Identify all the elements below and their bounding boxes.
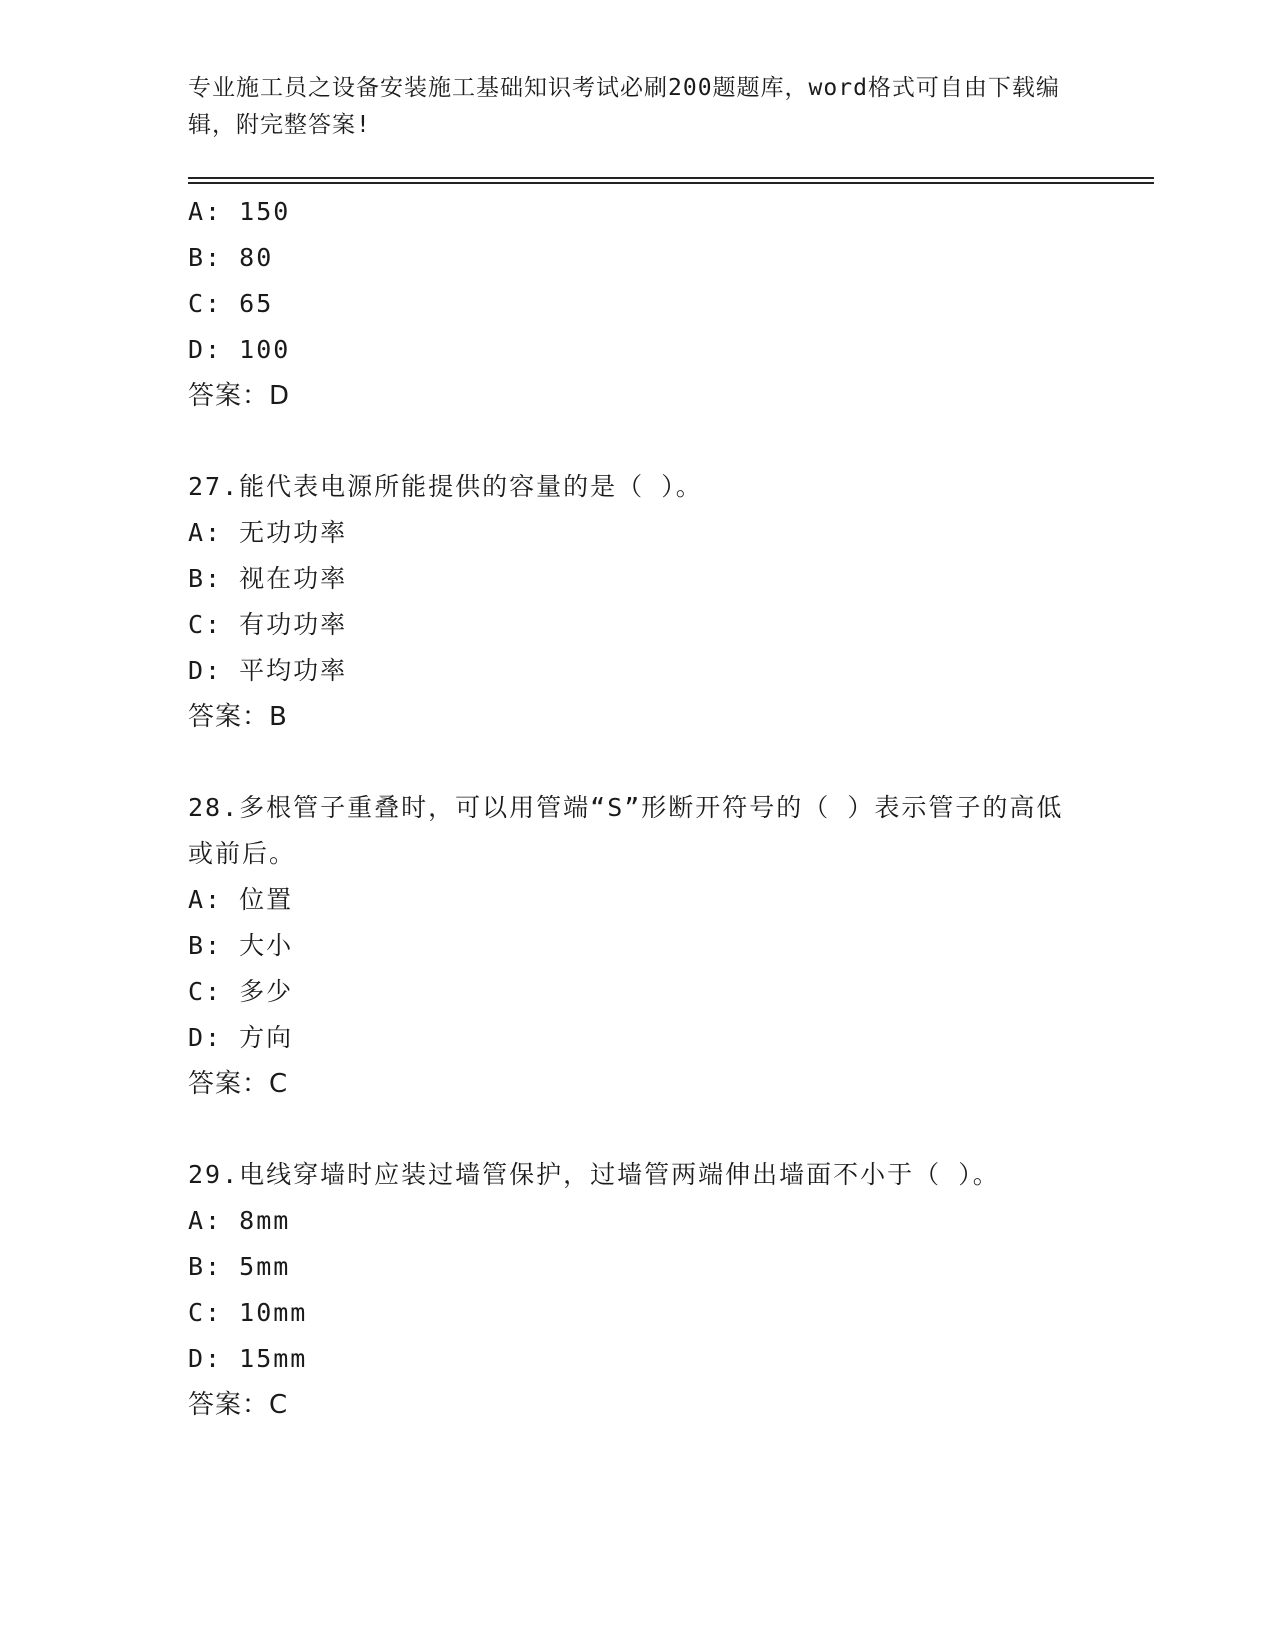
- option-a: A: 8mm: [188, 1206, 291, 1235]
- option-d: D: 方向: [188, 1023, 294, 1052]
- option-d: D: 15mm: [188, 1344, 308, 1373]
- option-c: C: 有功功率: [188, 610, 348, 639]
- question-stem: 28.多根管子重叠时，可以用管端“S”形断开符号的（ ）表示管子的高低或前后。: [188, 793, 1064, 868]
- option-c: C: 10mm: [188, 1298, 308, 1327]
- option-c: C: 多少: [188, 977, 294, 1006]
- question-list: [188, 189, 1088, 1428]
- question-block-27: [188, 464, 1088, 740]
- option-b: B: 大小: [188, 931, 294, 960]
- option-a: A: 位置: [188, 885, 294, 914]
- question-block-partial: [188, 189, 1088, 419]
- option-d: D: 100: [188, 335, 291, 364]
- option-d: D: 平均功率: [188, 656, 348, 685]
- header-divider-top: [188, 177, 1154, 179]
- question-block-29: [188, 1152, 1088, 1428]
- option-c: C: 65: [188, 289, 274, 318]
- option-b: B: 5mm: [188, 1252, 291, 1281]
- question-block-28: [188, 785, 1088, 1107]
- option-a: A: 150: [188, 197, 291, 226]
- option-b: B: 视在功率: [188, 564, 348, 593]
- answer-line: 答案：D: [188, 381, 291, 411]
- answer-line: 答案：B: [188, 702, 288, 732]
- spacer: [188, 1107, 1088, 1152]
- answer-line: 答案：C: [188, 1390, 289, 1420]
- header-divider-bottom: [188, 182, 1154, 184]
- answer-line: 答案：C: [188, 1069, 289, 1099]
- option-b: B: 80: [188, 243, 274, 272]
- question-stem: 27.能代表电源所能提供的容量的是（ ）。: [188, 472, 703, 501]
- question-stem: 29.电线穿墙时应装过墙管保护，过墙管两端伸出墙面不小于（ ）。: [188, 1160, 1000, 1189]
- spacer: [188, 740, 1088, 785]
- option-a: A: 无功功率: [188, 518, 348, 547]
- spacer: [188, 419, 1088, 464]
- document-header: 专业施工员之设备安装施工基础知识考试必刷200题题库，word格式可自由下载编辑，附完整答案!: [188, 75, 1060, 138]
